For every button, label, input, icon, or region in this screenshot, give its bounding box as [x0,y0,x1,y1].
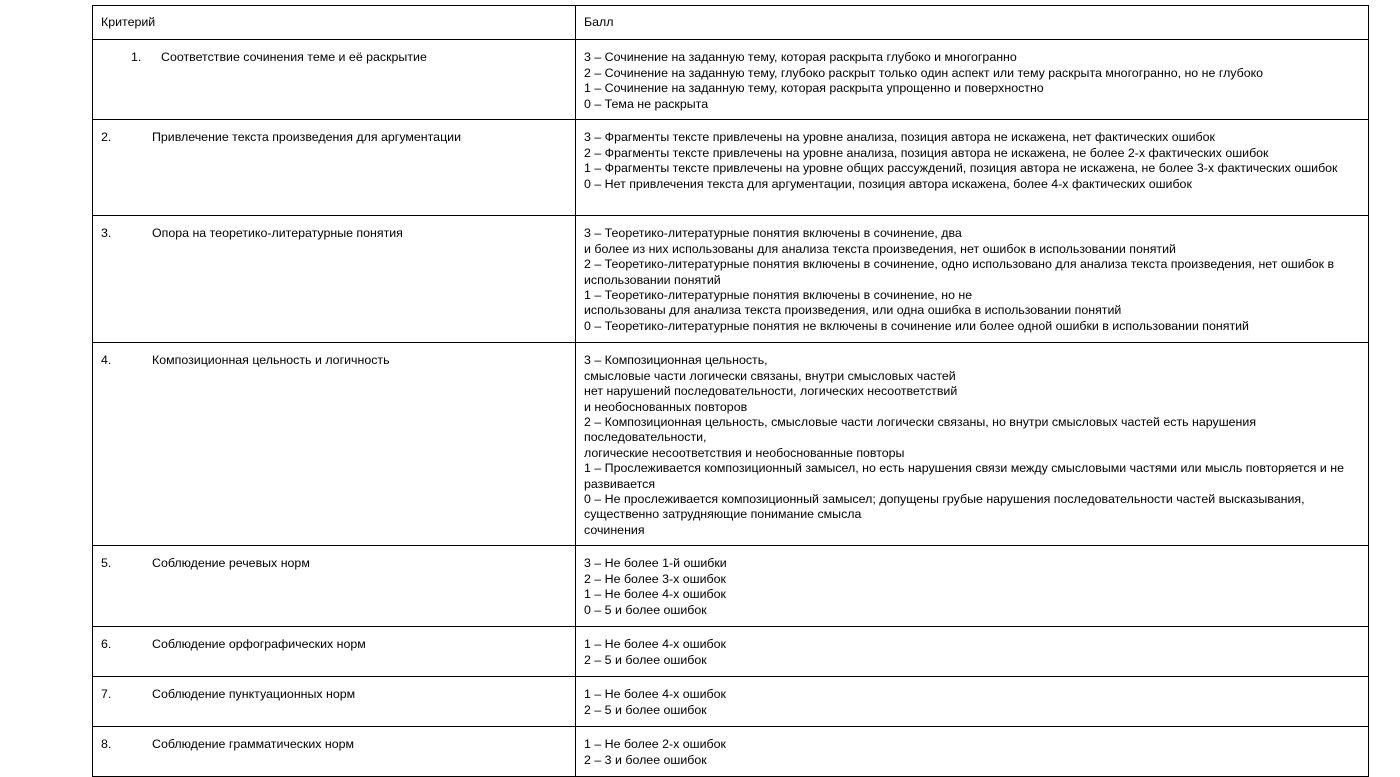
score-line: 2 – 5 и более ошибок [584,702,707,717]
criterion-number: 5. [101,556,112,571]
table-row [93,627,1369,677]
criterion-number: 8. [101,737,112,752]
criterion-name: Привлечение текста произведения для аргументации [152,130,462,145]
score-cell [576,627,1369,677]
criterion-name: Соблюдение орфографических норм [152,637,366,652]
score-line: логические несоответствия и необоснованные повторы [584,445,905,460]
score-line: 1 – Прослеживается композиционный замысел, но есть нарушения связи между смысловыми частями или мысль повторяется и не развивается [584,461,1344,491]
score-line: 2 – 3 и более ошибок [584,752,707,767]
score-line: 1 – Не более 4-х ошибок [584,637,726,652]
score-line: 1 – Фрагменты тексте привлечены на уровне общих рассуждений, позиция автора не искажена, не более 3-х фактических ошибок [584,161,1338,176]
score-line: 3 – Сочинение на заданную тему, которая раскрыта глубоко и многогранно [584,50,1017,65]
score-line: 1 – Не более 4-х ошибок [584,687,726,702]
criterion-number: 4. [101,353,112,368]
criteria-table [92,5,1369,777]
score-line: 3 – Композиционная цельность, [584,353,768,368]
criterion-name: Композиционная цельность и логичность [152,353,390,368]
score-line: 0 – Теоретико-литературные понятия не включены в сочинение или более одной ошибки в использовании понятий [584,318,1249,333]
score-line: использованы для анализа текста произведения, или одна ошибка в использовании понятий [584,303,1122,318]
criterion-cell [93,40,576,120]
criterion-name: Соблюдение пунктуационных норм [152,687,356,702]
score-line: 1 – Теоретико-литературные понятия включены в сочинение, но не [584,288,973,303]
score-line: 0 – Не прослеживается композиционный замысел; допущены грубые нарушения последовательности частей высказывания, существенно затрудняющие понимание смысла [584,492,1305,522]
table-header-row [93,6,1369,40]
score-line: 1 – Не более 4-х ошибок [584,587,726,602]
score-cell [576,40,1369,120]
criterion-name: Опора на теоретико-литературные понятия [152,226,403,241]
header-score: Балл [576,6,1369,40]
score-line: 2 – Теоретико-литературные понятия включены в сочинение, одно использовано для анализа текста произведения, нет ошибок в использовании понятий [584,257,1335,287]
score-line: 2 – Композиционная цельность, смысловые части логически связаны, но внутри смысловых частей есть нарушения последовательности, [584,415,1257,445]
score-line: 3 – Не более 1-й ошибки [584,556,727,571]
score-line: 0 – Тема не раскрыта [584,96,709,111]
criterion-cell [93,216,576,343]
score-line: 2 – Не более 3-х ошибок [584,571,726,586]
score-line: и необоснованных повторов [584,399,748,414]
score-cell [576,677,1369,727]
score-line: 2 – Фрагменты тексте привлечены на уровне анализа, позиция автора не искажена, не более 2-х фактических ошибок [584,145,1269,160]
criterion-name: Соблюдение грамматических норм [152,737,355,752]
score-line: 2 – Сочинение на заданную тему, глубоко раскрыт только один аспект или тему раскрыта многогранно, но не глубоко [584,65,1264,80]
criteria-table-body [93,6,1369,777]
score-cell [576,216,1369,343]
criterion-number: 6. [101,637,112,652]
score-line: 3 – Фрагменты тексте привлечены на уровне анализа, позиция автора не искажена, нет фактических ошибок [584,130,1215,145]
score-cell [576,120,1369,216]
table-row [93,677,1369,727]
table-row [93,216,1369,343]
table-row [93,546,1369,627]
table-row [93,727,1369,777]
score-line: 3 – Теоретико-литературные понятия включены в сочинение, два [584,226,962,241]
score-cell [576,546,1369,627]
table-row [93,40,1369,120]
score-line: 1 – Не более 2-х ошибок [584,737,726,752]
table-row [93,343,1369,546]
criterion-name: Соблюдение речевых норм [152,556,310,571]
score-line: смысловые части логически связаны, внутри смысловых частей [584,368,956,383]
table-row [93,120,1369,216]
criterion-name: Соответствие сочинения теме и её раскрытие [161,50,427,65]
criterion-cell [93,677,576,727]
criterion-number: 2. [101,130,112,145]
criterion-number: 3. [101,226,112,241]
score-line: и более из них использованы для анализа текста произведения, нет ошибок в использовании понятий [584,241,1176,256]
score-line: 0 – 5 и более ошибок [584,602,707,617]
score-cell [576,343,1369,546]
criterion-cell [93,120,576,216]
criterion-cell [93,627,576,677]
criterion-number: 1. [131,50,142,65]
criterion-cell [93,546,576,627]
criterion-cell [93,727,576,777]
score-line: нет нарушений последовательности, логических несоответствий [584,384,958,399]
score-line: 1 – Сочинение на заданную тему, которая раскрыта упрощенно и поверхностно [584,81,1044,96]
criterion-number: 7. [101,687,112,702]
score-line: 2 – 5 и более ошибок [584,652,707,667]
score-line: 0 – Нет привлечения текста для аргументации, позиция автора искажена, более 4-х фактических ошибок [584,176,1192,191]
criterion-cell [93,343,576,546]
score-cell [576,727,1369,777]
header-criterion: Критерий [93,6,576,40]
score-line: сочинения [584,522,645,537]
